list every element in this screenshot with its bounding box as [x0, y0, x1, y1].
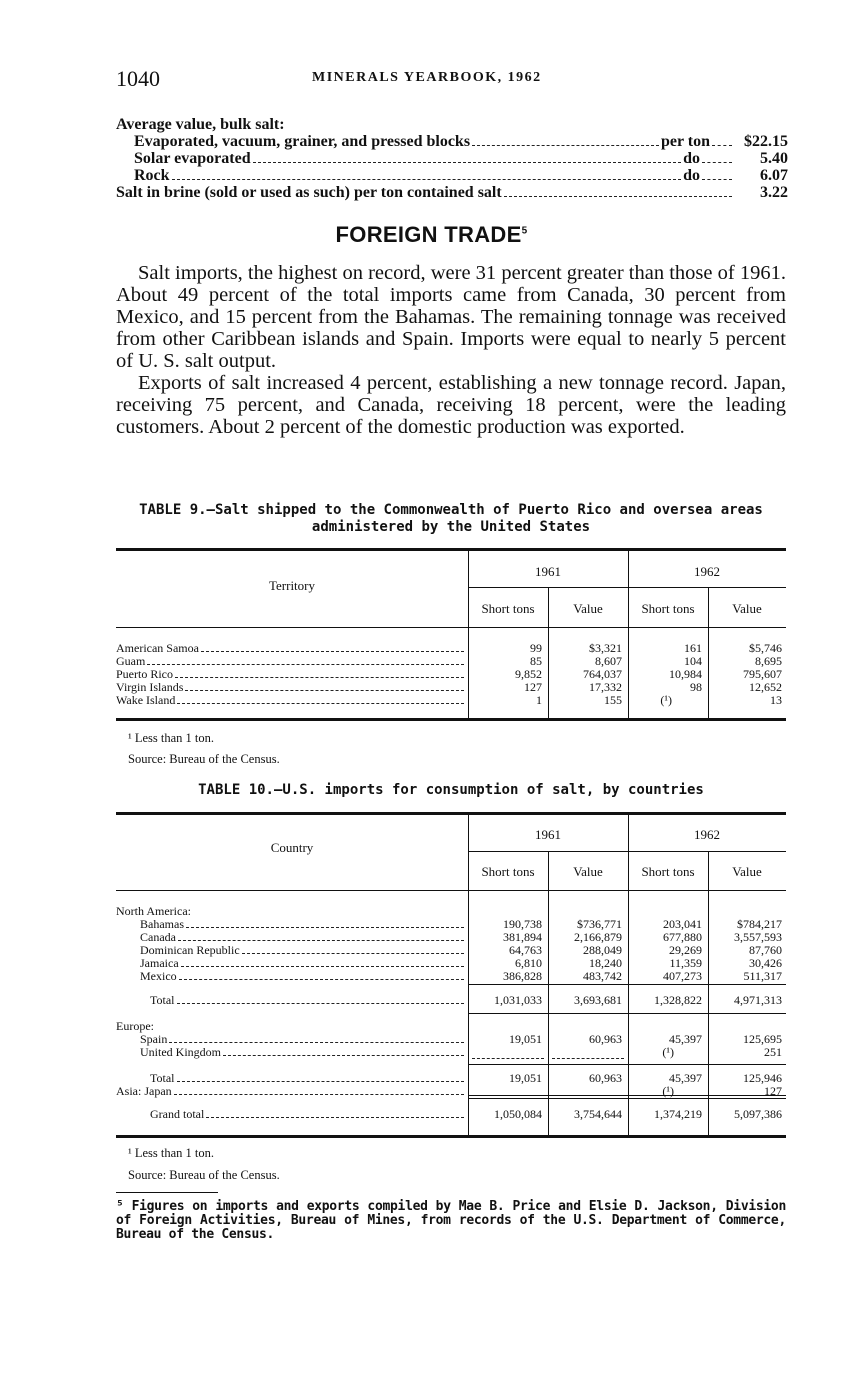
avg-row-label: Solar evaporated	[134, 150, 251, 167]
cell: 3,557,593	[734, 930, 782, 944]
leader-dots	[169, 1042, 464, 1043]
table-row-total	[150, 994, 466, 1007]
cell: 161	[684, 641, 702, 655]
cell: 18,240	[589, 956, 622, 970]
row-label: Wake Island	[116, 693, 176, 707]
rule	[116, 812, 786, 815]
cell: 10,984	[669, 667, 702, 681]
cell: 30,426	[749, 956, 782, 970]
cell: 251	[764, 1045, 782, 1059]
leader-dots	[186, 927, 464, 928]
cell: 1,374,219	[654, 1107, 702, 1121]
leader-dots	[253, 162, 682, 163]
row-label: Asia: Japan	[116, 1084, 172, 1098]
table10-col-label: Country	[270, 840, 314, 855]
empty-cell-dashes	[552, 1058, 624, 1059]
cell: 60,963	[589, 1032, 622, 1046]
row-label: Jamaica	[140, 956, 179, 970]
table10	[116, 812, 786, 1140]
cell: 125,695	[743, 1032, 782, 1046]
cell: 1	[536, 693, 542, 707]
footnote-rule	[116, 1192, 218, 1193]
leader-dots	[223, 1055, 464, 1056]
rule	[116, 718, 786, 721]
group-label: North America:	[116, 904, 191, 918]
leader-dots	[172, 179, 682, 180]
paragraph: Exports of salt increased 4 percent, establishing a new tonnage record. Japan, receiving 75 percent, and Canada, receiving 18 percent, were the leading customers. About 2 percent of the domestic production was exported.	[116, 372, 786, 438]
cell: 8,695	[755, 654, 782, 668]
avg-row-label: Rock	[134, 167, 170, 184]
row-label: Total	[150, 1071, 175, 1085]
cell: 2,166,879	[574, 930, 622, 944]
cell: 11,359	[669, 956, 702, 970]
cell: 6,810	[515, 956, 542, 970]
row-label: Puerto Rico	[116, 667, 173, 681]
table-row	[116, 694, 466, 707]
table10-caption: TABLE 10.—U.S. imports for consumption of salt, by countries	[198, 782, 704, 798]
table9-source: Source: Bureau of the Census.	[128, 752, 280, 766]
cell: 125,946	[743, 1071, 782, 1085]
page-number: 1040	[116, 66, 160, 91]
row-label: Virgin Islands	[116, 680, 184, 694]
row-label: American Samoa	[116, 641, 199, 655]
avg-row-rock	[134, 167, 788, 184]
cell: 511,317	[743, 969, 782, 983]
footnote: ⁵ Figures on imports and exports compiled by Mae B. Price and Elsie D. Jackson, Division of Foreign Activities, Bureau of Mines, from records of the U.S. Department of Commerce, Bureau of the Census.	[116, 1199, 786, 1242]
cell: 1,031,033	[494, 993, 542, 1007]
table9-caption-line1: TABLE 9.—Salt shipped to the Commonwealth of Puerto Rico and oversea areas	[139, 502, 763, 518]
table-row	[140, 918, 466, 931]
cell: 45,397	[669, 1032, 702, 1046]
leader-dots	[177, 1003, 465, 1004]
table9-subhead: Value	[573, 601, 603, 616]
table-row	[140, 944, 466, 957]
avg-row-unit: do	[683, 150, 700, 167]
row-label: Bahamas	[140, 917, 184, 931]
cell: 407,273	[663, 969, 702, 983]
table-row-total	[150, 1072, 466, 1085]
avg-row-evaporated	[134, 133, 788, 150]
table-row	[140, 957, 466, 970]
section-heading	[0, 222, 863, 248]
table10-subhead: Value	[732, 864, 762, 879]
group-label: Europe:	[116, 1019, 154, 1033]
rule	[468, 851, 786, 852]
rule	[468, 1098, 786, 1099]
cell: 87,760	[749, 943, 782, 957]
cell: 795,607	[743, 667, 782, 681]
cell: 9,852	[515, 667, 542, 681]
leader-dots	[175, 677, 464, 678]
table10-note: ¹ Less than 1 ton.	[128, 1146, 215, 1160]
cell: (¹)	[662, 1084, 674, 1098]
table9-caption	[116, 502, 786, 536]
cell: 764,037	[583, 667, 622, 681]
cell: 677,880	[663, 930, 702, 944]
avg-row-unit: per ton	[660, 133, 710, 150]
cell: 99	[530, 641, 542, 655]
avg-row-brine	[116, 184, 788, 201]
cell: 4,971,313	[734, 993, 782, 1007]
leader-dots	[179, 979, 464, 980]
leader-dots	[504, 196, 732, 197]
table9-subhead: Short tons	[641, 601, 695, 616]
average-value-block	[116, 116, 788, 206]
leader-dots	[174, 1094, 464, 1095]
cell: 483,742	[583, 969, 622, 983]
cell: (¹)	[662, 1045, 674, 1059]
section-title: FOREIGN TRADE	[335, 222, 522, 247]
cell: 45,397	[669, 1071, 702, 1085]
avg-brine-label: Salt in brine (sold or used as such) per ton contained salt	[116, 184, 502, 201]
avg-brine-value: 3.22	[760, 184, 788, 201]
cell: 1,050,084	[494, 1107, 542, 1121]
cell: 155	[604, 693, 622, 707]
section-footnote-mark: 5	[521, 225, 528, 237]
table9-col-label: Territory	[268, 578, 315, 593]
cell: 3,754,644	[574, 1107, 622, 1121]
leader-dots	[702, 162, 732, 163]
cell: 127	[764, 1084, 782, 1098]
cell: 12,652	[749, 680, 782, 694]
cell: 203,041	[663, 917, 702, 931]
table9-subhead: Value	[732, 601, 762, 616]
rule	[116, 890, 786, 891]
cell: 64,763	[509, 943, 542, 957]
avg-row-solar	[134, 150, 788, 167]
leader-dots	[702, 179, 732, 180]
rule	[468, 984, 786, 985]
row-label: Total	[150, 993, 175, 1007]
row-label: Spain	[140, 1032, 168, 1046]
table9	[116, 548, 786, 722]
empty-cell-dashes	[472, 1058, 544, 1059]
table10-year: 1962	[694, 827, 720, 842]
cell: 85	[530, 654, 542, 668]
rule	[116, 627, 786, 628]
cell: $736,771	[577, 917, 622, 931]
cell: 1,328,822	[654, 993, 702, 1007]
running-head: MINERALS YEARBOOK, 1962	[312, 70, 542, 85]
cell: 5,097,386	[734, 1107, 782, 1121]
cell: 8,607	[595, 654, 622, 668]
cell: 127	[524, 680, 542, 694]
cell: (¹)	[660, 693, 672, 707]
leader-dots	[147, 664, 464, 665]
table9-subhead: Short tons	[481, 601, 535, 616]
cell: 60,963	[589, 1071, 622, 1085]
leader-dots	[201, 651, 464, 652]
leader-dots	[177, 1081, 465, 1082]
table-row-grand-total	[150, 1108, 466, 1121]
leader-dots	[181, 966, 464, 967]
cell: 386,828	[503, 969, 542, 983]
cell: 288,049	[583, 943, 622, 957]
avg-row-value: 6.07	[760, 167, 788, 184]
average-value-heading: Average value, bulk salt:	[116, 116, 285, 133]
leader-dots	[712, 145, 732, 146]
table-row	[116, 642, 466, 655]
table9-year: 1962	[694, 564, 720, 579]
table10-subhead: Short tons	[641, 864, 695, 879]
cell: $3,321	[589, 641, 622, 655]
leader-dots	[242, 953, 464, 954]
table10-subhead: Short tons	[481, 864, 535, 879]
avg-row-value: $22.15	[744, 133, 788, 150]
row-label: United Kingdom	[140, 1045, 221, 1059]
cell: 104	[684, 654, 702, 668]
rule	[468, 587, 786, 588]
leader-dots	[178, 940, 464, 941]
leader-dots	[472, 145, 659, 146]
table10-subhead: Value	[573, 864, 603, 879]
paragraph: Salt imports, the highest on record, were 31 percent greater than those of 1961. About 49 percent of the total imports came from Canada, 30 percent from Mexico, and 15 percent from the Bahamas. The remaining tonnage was received from other Caribbean islands and Spain. Imports were equal to nearly 5 percent of U. S. salt output.	[116, 262, 786, 372]
table-row	[140, 1046, 466, 1059]
row-label: Guam	[116, 654, 146, 668]
cell: 3,693,681	[574, 993, 622, 1007]
avg-row-value: 5.40	[760, 150, 788, 167]
cell: 19,051	[509, 1032, 542, 1046]
leader-dots	[206, 1117, 464, 1118]
cell: 17,332	[589, 680, 622, 694]
rule	[116, 1135, 786, 1138]
table-row	[140, 970, 466, 983]
table-row	[116, 1085, 466, 1098]
table10-year: 1961	[535, 827, 561, 842]
cell: $5,746	[749, 641, 782, 655]
avg-row-unit: do	[683, 167, 700, 184]
row-label: Dominican Republic	[140, 943, 240, 957]
avg-row-label: Evaporated, vacuum, grainer, and pressed blocks	[134, 133, 471, 150]
rule	[116, 548, 786, 551]
rule	[468, 1064, 786, 1065]
leader-dots	[185, 690, 464, 691]
cell: $784,217	[737, 917, 782, 931]
cell: 19,051	[509, 1071, 542, 1085]
body-text	[116, 262, 786, 438]
cell: 190,738	[503, 917, 542, 931]
row-label: Canada	[140, 930, 176, 944]
table9-caption-line2: administered by the United States	[311, 519, 591, 535]
table9-note: ¹ Less than 1 ton.	[128, 731, 215, 745]
table10-source: Source: Bureau of the Census.	[128, 1168, 280, 1182]
cell: 29,269	[669, 943, 702, 957]
table9-year: 1961	[535, 564, 561, 579]
cell: 381,894	[503, 930, 542, 944]
cell: 98	[690, 680, 702, 694]
cell: 13	[770, 693, 782, 707]
rule	[468, 1013, 786, 1014]
row-label: Mexico	[140, 969, 177, 983]
row-label: Grand total	[150, 1107, 205, 1121]
leader-dots	[177, 703, 464, 704]
